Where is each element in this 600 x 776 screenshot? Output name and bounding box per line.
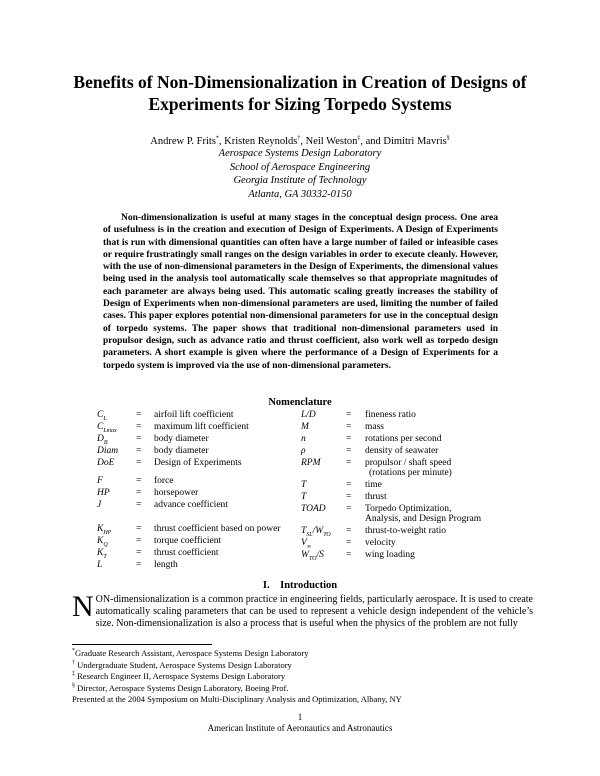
equals-sign: = bbox=[346, 538, 352, 548]
nomenclature-description: thrust coefficient bbox=[154, 548, 219, 558]
nomenclature-symbol: $T_{SL}/W_{TO}$ bbox=[301, 526, 331, 538]
nomenclature-entry bbox=[301, 422, 551, 434]
equals-sign: = bbox=[136, 560, 142, 570]
author-separator: , bbox=[218, 136, 225, 147]
nomenclature-symbol: ρ bbox=[301, 446, 306, 456]
nomenclature-description: velocity bbox=[365, 538, 396, 548]
affiliation-line: Aerospace Systems Design Laboratory bbox=[218, 148, 382, 159]
section-heading-introduction: I. Introduction bbox=[262, 580, 338, 591]
nomenclature-description: rotations per second bbox=[365, 434, 442, 444]
nomenclature-description: maximum lift coefficient bbox=[154, 422, 249, 432]
equals-sign: = bbox=[346, 492, 352, 502]
affiliation bbox=[40, 147, 560, 201]
equals-sign: = bbox=[346, 504, 352, 514]
page-number: 1 bbox=[297, 712, 303, 722]
nomenclature-description: length bbox=[154, 560, 178, 570]
nomenclature-entry bbox=[301, 550, 551, 562]
paper-title bbox=[40, 71, 560, 115]
nomenclature-symbol: C bbox=[97, 410, 104, 420]
nomenclature-subscript: L bbox=[103, 415, 107, 422]
nomenclature-symbol: L bbox=[97, 560, 103, 570]
nomenclature-subscript: T bbox=[103, 553, 107, 560]
nomenclature-title: Nomenclature bbox=[268, 397, 332, 408]
equals-sign: = bbox=[346, 422, 352, 432]
nomenclature-description: time bbox=[365, 480, 382, 490]
nomenclature-symbol: $V_\infty$ bbox=[301, 538, 312, 550]
equals-sign: = bbox=[136, 536, 142, 546]
nomenclature-entry bbox=[301, 526, 551, 538]
equals-sign: = bbox=[136, 434, 142, 444]
author-4: Dimitri Mavris bbox=[383, 136, 447, 147]
footnote bbox=[72, 671, 402, 683]
paper-title-line-2: Experiments for Sizing Torpedo Systems bbox=[148, 94, 452, 114]
nomenclature-description: thrust-to-weight ratio bbox=[365, 526, 446, 536]
footnote-text: Undergraduate Student, Aerospace Systems Design Laboratory bbox=[75, 659, 292, 670]
equals-sign: = bbox=[346, 410, 352, 420]
author-2-mark: † bbox=[297, 135, 301, 142]
equals-sign: = bbox=[136, 488, 142, 498]
equals-sign: = bbox=[136, 524, 142, 534]
author-separator: , bbox=[300, 136, 306, 147]
equals-sign: = bbox=[346, 458, 352, 468]
nomenclature-symbol: T bbox=[301, 492, 307, 502]
nomenclature-entry bbox=[301, 538, 551, 550]
affiliation-line: School of Aerospace Engineering bbox=[229, 161, 371, 173]
nomenclature-description: force bbox=[154, 476, 174, 486]
footnotes bbox=[72, 648, 402, 706]
affiliation-line: Georgia Institute of Technology bbox=[233, 175, 367, 186]
nomenclature-description: thrust coefficient based on power bbox=[154, 524, 281, 534]
author-4-mark: § bbox=[446, 135, 450, 142]
author-2: Kristen Reynolds bbox=[224, 136, 298, 147]
equals-sign: = bbox=[136, 446, 142, 456]
footnote bbox=[72, 660, 402, 672]
nomenclature-description: Analysis, and Design Program bbox=[365, 514, 482, 524]
nomenclature-entry bbox=[301, 492, 551, 504]
nomenclature-description: propulsor / shaft speed bbox=[365, 458, 452, 468]
equals-sign: = bbox=[136, 500, 142, 510]
nomenclature-symbol: $W_{TO}/S$ bbox=[301, 550, 324, 562]
equals-sign: = bbox=[136, 410, 142, 420]
nomenclature-left-column bbox=[97, 410, 297, 570]
page-footer bbox=[40, 712, 560, 734]
equals-sign: = bbox=[136, 422, 142, 432]
author-3: Neil Weston bbox=[305, 136, 358, 147]
paper-title-line-1: Benefits of Non-Dimensionalization in Creation of Designs of bbox=[73, 72, 527, 92]
nomenclature-subscript: B bbox=[103, 439, 108, 446]
nomenclature-subscript: HP bbox=[103, 529, 112, 536]
equals-sign: = bbox=[346, 550, 352, 560]
footnote-mark: § bbox=[72, 682, 75, 689]
nomenclature-description: Design of Experiments bbox=[154, 458, 242, 468]
footnote-mark: ‡ bbox=[72, 671, 75, 678]
nomenclature-symbol: K bbox=[97, 524, 104, 534]
nomenclature-description: (rotations per minute) bbox=[369, 468, 452, 478]
nomenclature-description: horsepower bbox=[154, 488, 199, 498]
nomenclature-symbol: K bbox=[97, 536, 104, 546]
nomenclature-description: torque coefficient bbox=[154, 536, 222, 546]
nomenclature-description: thrust bbox=[365, 492, 387, 502]
equals-sign: = bbox=[346, 446, 352, 456]
author-separator: , and bbox=[360, 136, 384, 147]
nomenclature-subscript: Lmax bbox=[103, 427, 117, 434]
footnote-text: Presented at the 2004 Symposium on Multi-Disciplinary Analysis and Optimization, Albany, NY bbox=[72, 694, 402, 705]
nomenclature-right-column bbox=[301, 410, 501, 570]
nomenclature-symbol: K bbox=[97, 548, 104, 558]
nomenclature-symbol: M bbox=[301, 422, 309, 432]
equals-sign: = bbox=[136, 548, 142, 558]
equals-sign: = bbox=[346, 480, 352, 490]
drop-cap: N bbox=[72, 590, 94, 623]
introduction-text: ON-dimensionalization is a common practice in engineering fields, particularly aerospace. It is used to create automatically scaling parameters that can be used to represent a vehicle design independent of the vehicle’s size. Non-dimensionalization is also a process that is useful when the physics of the problem are not fully bbox=[95, 594, 533, 630]
nomenclature-description: wing loading bbox=[365, 550, 415, 560]
footnote-text: Graduate Research Assistant, Aerospace Systems Design Laboratory bbox=[75, 648, 309, 658]
nomenclature-symbol: L/D bbox=[301, 410, 316, 420]
presentation-note bbox=[72, 694, 402, 706]
nomenclature-symbol: J bbox=[97, 500, 102, 510]
nomenclature-description: body diameter bbox=[154, 434, 209, 444]
equals-sign: = bbox=[346, 434, 352, 444]
nomenclature-symbol: TOAD bbox=[301, 504, 326, 514]
nomenclature-description: airfoil lift coefficient bbox=[154, 410, 234, 420]
nomenclature-entry bbox=[301, 410, 551, 422]
publisher-name: American Institute of Aeronautics and Astronautics bbox=[207, 723, 393, 733]
nomenclature-entry-continuation bbox=[301, 514, 551, 526]
nomenclature-description: fineness ratio bbox=[365, 410, 416, 420]
footnote-divider bbox=[72, 644, 212, 645]
nomenclature-description: advance coefficient bbox=[154, 500, 228, 510]
equals-sign: = bbox=[136, 476, 142, 486]
nomenclature-symbol: Diam bbox=[97, 446, 119, 456]
footnote-text: Director, Aerospace Systems Design Laboratory, Boeing Prof. bbox=[75, 682, 289, 693]
equals-sign: = bbox=[346, 526, 352, 536]
nomenclature-subscript: Q bbox=[103, 541, 108, 548]
author-1: Andrew P. Frits bbox=[150, 136, 216, 147]
footnote-mark: † bbox=[72, 659, 75, 666]
nomenclature-symbol: n bbox=[301, 434, 306, 444]
nomenclature-symbol: C bbox=[97, 422, 104, 432]
footnote bbox=[72, 648, 402, 660]
footnote-text: Research Engineer II, Aerospace Systems Design Laboratory bbox=[75, 671, 286, 682]
nomenclature-entry bbox=[301, 434, 551, 446]
footnote bbox=[72, 683, 402, 695]
author-3-mark: ‡ bbox=[357, 135, 361, 142]
affiliation-line: Atlanta, GA 30332-0150 bbox=[248, 188, 352, 200]
nomenclature-description: mass bbox=[365, 422, 384, 432]
nomenclature-symbol: HP bbox=[97, 488, 110, 498]
abstract: Non-dimensionalization is useful at many stages in the conceptual design process. One area of usefulness is in the creation and execution of Design of Experiments. A Design of Experiments that is run with dimensional quantities can often have a large number of failed or infeasible cases or require frustratingly small ranges on the design variables in order to execute cleanly. However, with the use of non-dimensional parameters in the Design of Experiments, the dimensional values being used in the analysis tool automatically scale themselves so that appropriate magnitudes of each parameter are always being used. This automatic scaling greatly increases the stability of Design of Experiments when non-dimensional parameters are used, limiting the number of failed cases. This paper explores potential non-dimensional parameters for use in the conceptual design of torpedo systems. The paper shows that traditional non-dimensional parameters used in propulsor design, such as advance ratio and thrust coefficient, also work well as torpedo design parameters. A short example is given where the performance of a Design of Experiments for a torpedo system is improved via the use of non-dimensional parameters. bbox=[103, 213, 498, 371]
nomenclature-symbol: D bbox=[97, 434, 104, 444]
nomenclature-description: body diameter bbox=[154, 446, 209, 456]
footnote-mark: * bbox=[72, 648, 75, 655]
author-1-mark: * bbox=[215, 135, 219, 142]
equals-sign: = bbox=[136, 458, 142, 468]
nomenclature-symbol: F bbox=[97, 476, 103, 486]
nomenclature-symbol: DoE bbox=[97, 458, 115, 468]
nomenclature-entry bbox=[301, 446, 551, 458]
nomenclature-description: Torpedo Optimization, bbox=[365, 504, 452, 514]
nomenclature-symbol: RPM bbox=[301, 458, 321, 468]
introduction-paragraph bbox=[72, 590, 533, 631]
nomenclature-entry-continuation bbox=[301, 468, 551, 480]
nomenclature-description: density of seawater bbox=[365, 446, 439, 456]
nomenclature-symbol: T bbox=[301, 480, 307, 490]
nomenclature-entry bbox=[301, 480, 551, 492]
